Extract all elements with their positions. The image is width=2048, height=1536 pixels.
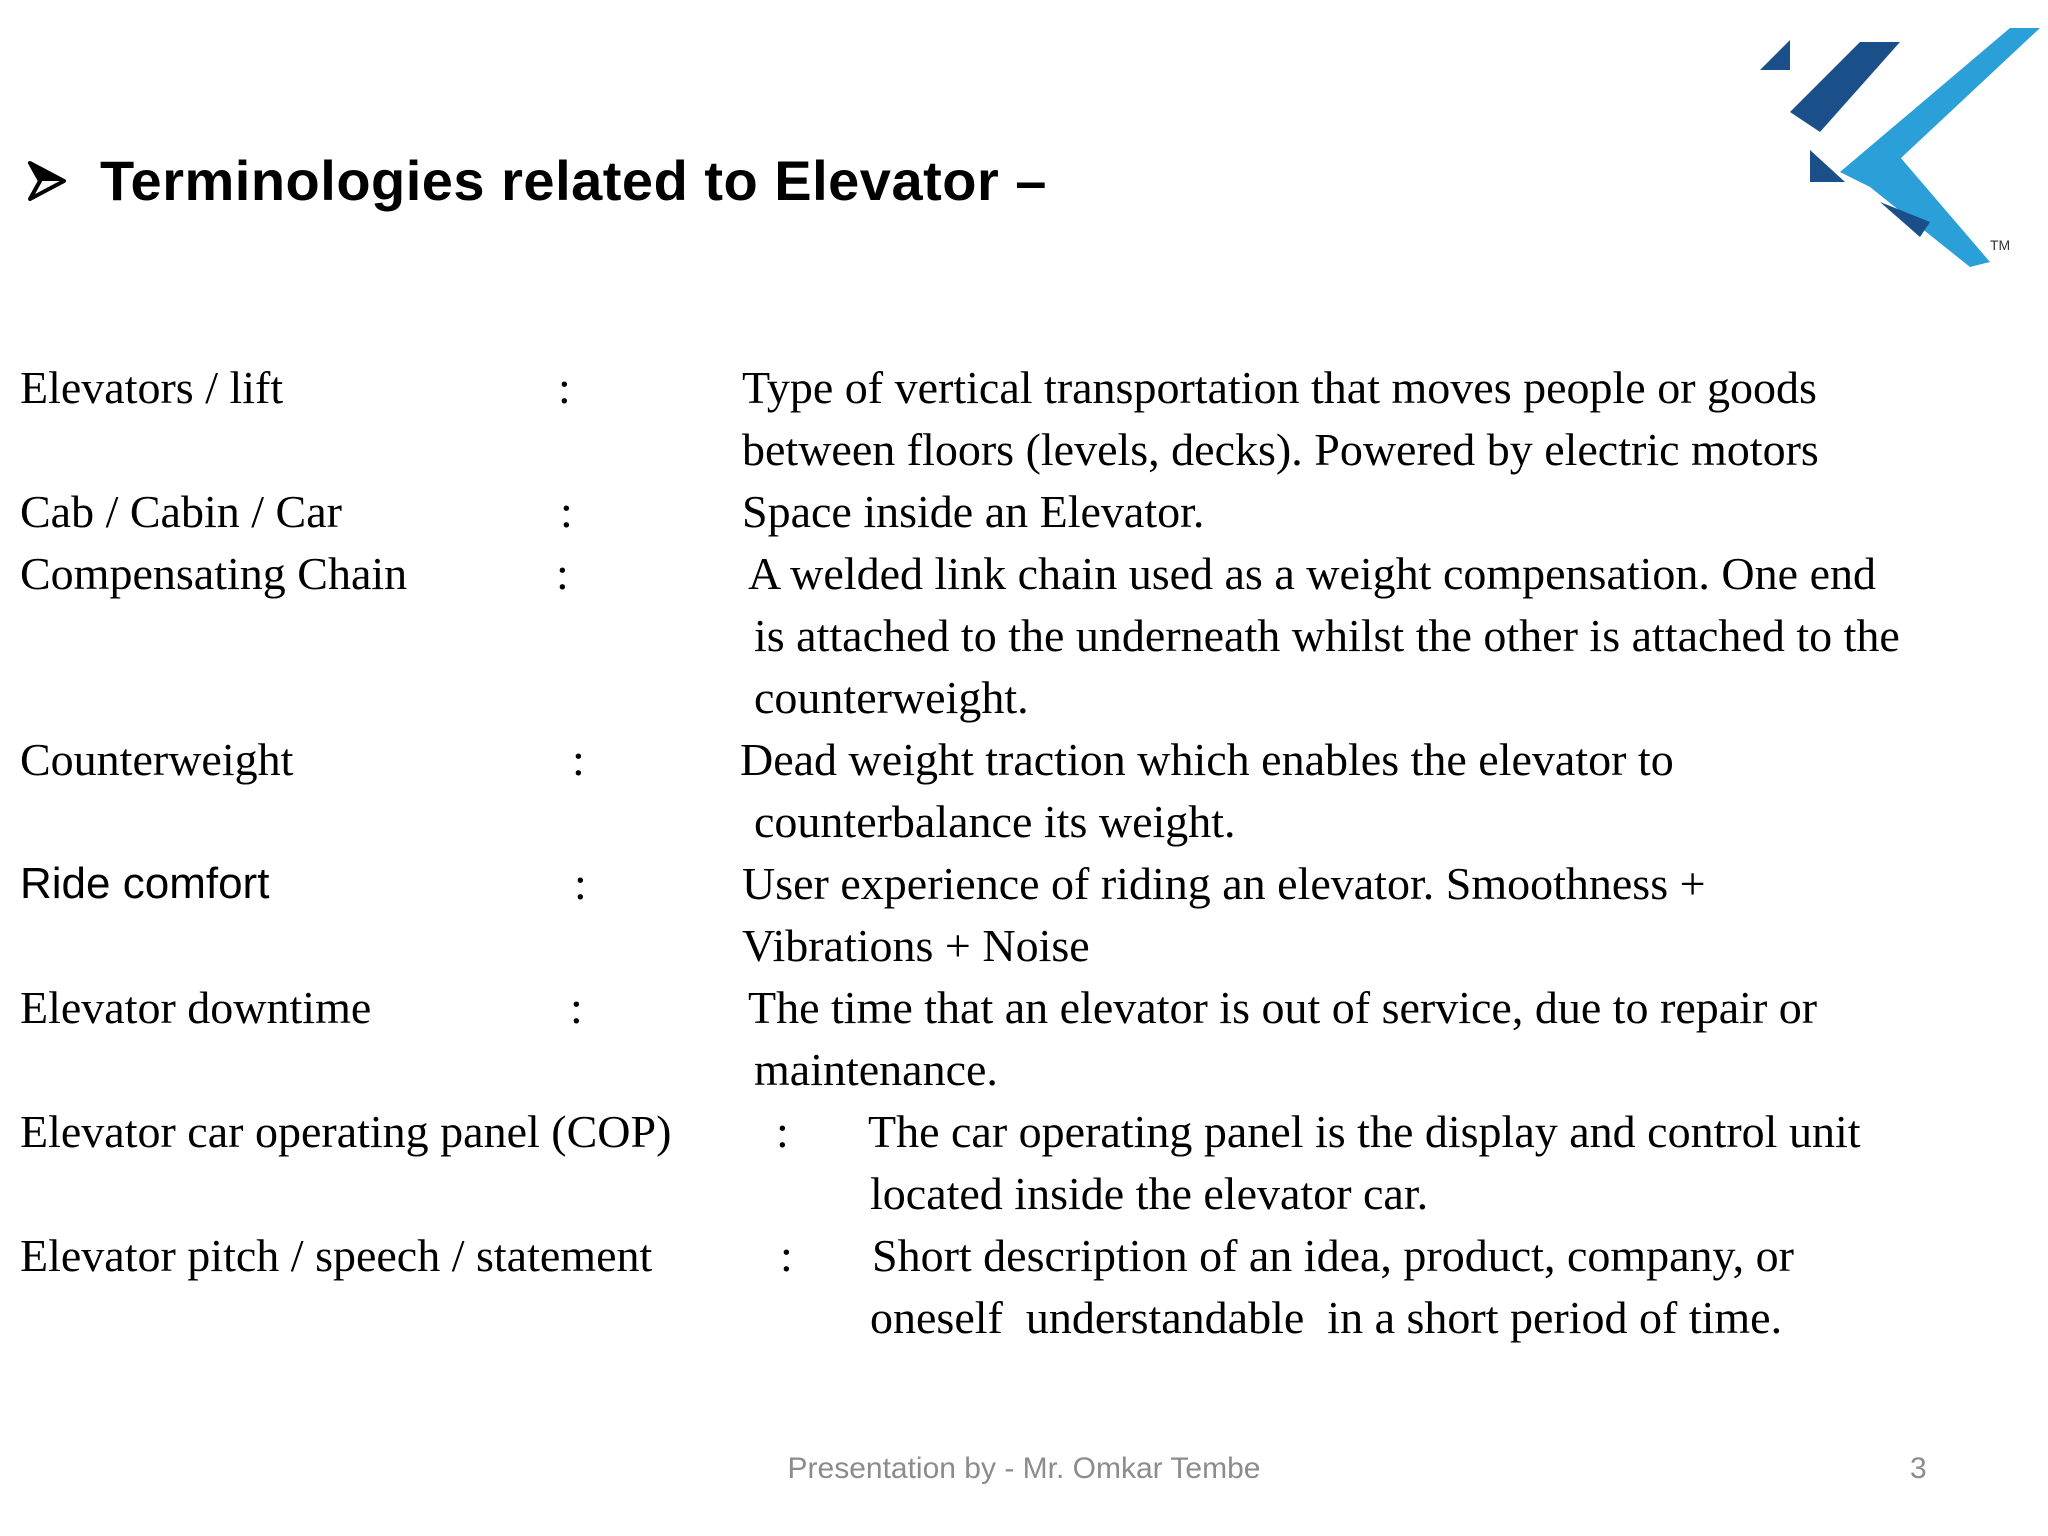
term-definition-line: counterbalance its weight. (754, 796, 1236, 847)
term-label: Elevator pitch / speech / statement (20, 1230, 653, 1281)
footer-presenter: Presentation by - Mr. Omkar Tembe (787, 1452, 1261, 1485)
term-definition-line: maintenance. (754, 1044, 998, 1095)
term-colon: : (574, 858, 587, 909)
term-colon: : (558, 362, 571, 413)
term-definition-line: located inside the elevator car. (870, 1168, 1429, 1219)
arrow-bullet-icon (24, 159, 68, 203)
term-colon: : (572, 734, 585, 785)
slide-title: Terminologies related to Elevator – (100, 149, 1047, 212)
term-definition-line: counterweight. (754, 672, 1029, 723)
term-label: Elevator car operating panel (COP) (20, 1106, 672, 1157)
term-label: Ride comfort (20, 859, 270, 908)
term-definition-line: Vibrations + Noise (742, 920, 1090, 971)
page-number: 3 (1910, 1452, 1927, 1485)
term-definition-line: Dead weight traction which enables the elevator to (740, 734, 1674, 785)
term-label: Cab / Cabin / Car (20, 486, 342, 537)
term-colon: : (556, 548, 569, 599)
term-label: Elevators / lift (20, 362, 284, 413)
term-definition-line: is attached to the underneath whilst the other is attached to the (754, 610, 1900, 661)
term-label: Counterweight (20, 734, 294, 785)
term-colon: : (780, 1230, 793, 1281)
term-definition-line: between floors (levels, decks). Powered by electric motors (742, 424, 1819, 475)
term-colon: : (776, 1106, 789, 1157)
term-definition-line: Space inside an Elevator. (742, 486, 1205, 537)
term-definition-line: A welded link chain used as a weight compensation. One end (748, 548, 1876, 599)
term-definition-line: User experience of riding an elevator. Smoothness + (742, 858, 1706, 909)
term-label: Compensating Chain (20, 548, 408, 599)
term-definition-line: The car operating panel is the display and control unit (868, 1106, 1861, 1157)
term-definition-line: Short description of an idea, product, company, or (872, 1230, 1794, 1281)
term-colon: : (560, 486, 573, 537)
logo-trademark: TM (1990, 237, 2011, 253)
term-definition-line: Type of vertical transportation that moves people or goods (742, 362, 1817, 413)
company-logo (1750, 22, 2040, 272)
slide-heading (24, 148, 1047, 213)
term-colon: : (570, 982, 583, 1033)
term-definition-line: oneself understandable in a short period of time. (870, 1292, 1783, 1343)
term-label: Elevator downtime (20, 982, 372, 1033)
term-definition-line: The time that an elevator is out of service, due to repair or (748, 982, 1818, 1033)
